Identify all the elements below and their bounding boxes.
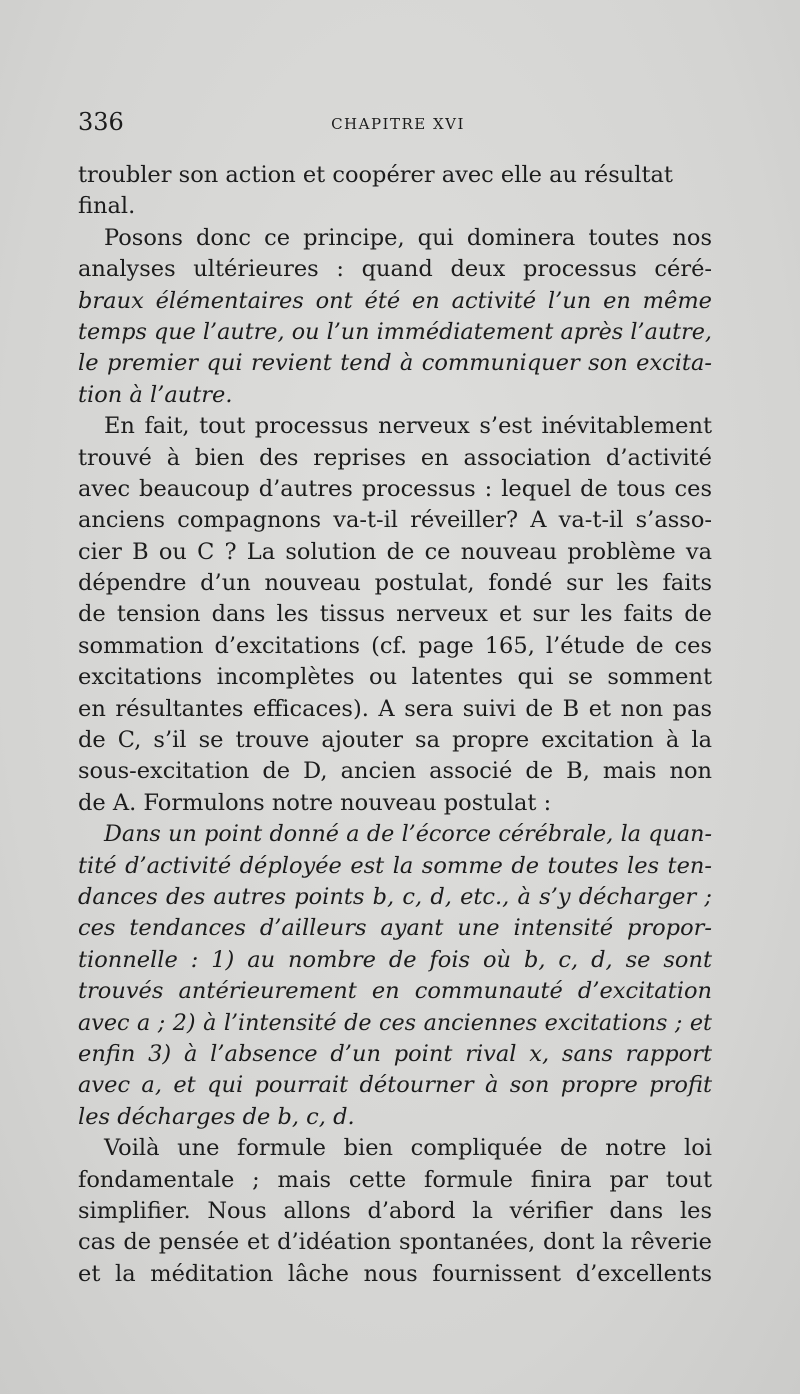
- italic-text-line: tion à l’autre.: [78, 381, 233, 408]
- text-line: analyses ultérieures : quand deux processus céré-: [78, 256, 712, 283]
- text-line: cas de pensée et d’idéation spontanées, dont la rêverie: [78, 1229, 712, 1256]
- text-line: final.: [78, 193, 136, 220]
- paragraph-first-line: Posons donc ce principe, qui dominera toutes nos: [104, 224, 712, 251]
- page-header: [78, 106, 718, 138]
- italic-text-line: le premier qui revient tend à communiquer son excita-: [78, 350, 712, 377]
- italic-text-line: braux élémentaires ont été en activité l’un en même: [78, 287, 712, 314]
- italic-text-line: les décharges de b, c, d.: [78, 1103, 355, 1130]
- italic-text-line: avec a, et qui pourrait détourner à son propre profit: [78, 1072, 712, 1099]
- text-line: de tension dans les tissus nerveux et sur les faits de: [78, 601, 712, 628]
- paragraph-first-line: En fait, tout processus nerveux s’est inévitablement: [104, 413, 712, 440]
- italic-text-line: tité d’activité déployée est la somme de toutes les ten-: [78, 852, 712, 879]
- text-line: sous-excitation de D, ancien associé de B, mais non: [78, 758, 712, 785]
- italic-text-line: ces tendances d’ailleurs ayant une intensité propor-: [78, 915, 712, 942]
- text-line: trouvé à bien des reprises en association d’activité: [78, 444, 712, 471]
- paragraph-first-line: Voilà une formule bien compliquée de notre loi: [104, 1135, 712, 1162]
- text-line: cier B ou C ? La solution de ce nouveau problème va: [78, 538, 712, 565]
- text-line: de C, s’il se trouve ajouter sa propre excitation à la: [78, 727, 712, 754]
- italic-text-line: trouvés antérieurement en communauté d’excitation: [78, 978, 712, 1005]
- text-line: dépendre d’un nouveau postulat, fondé sur les faits: [78, 570, 712, 597]
- text-line: sommation d’excitations (cf. page 165, l’étude de ces: [78, 632, 712, 659]
- text-line: avec beaucoup d’autres processus : lequel de tous ces: [78, 475, 712, 502]
- text-line: excitations incomplètes ou latentes qui se somment: [78, 664, 712, 691]
- italic-text-line: avec a ; 2) à l’intensité de ces anciennes excitations ; et: [78, 1009, 712, 1036]
- body-text: [78, 160, 712, 1290]
- text-line: troubler son action et coopérer avec elle au résultat: [78, 162, 673, 188]
- text-line: fondamentale ; mais cette formule finira par tout: [78, 1166, 712, 1193]
- text-line: anciens compagnons va-t-il réveiller? A va-t-il s’asso-: [78, 507, 712, 534]
- italic-text-line: tionnelle : 1) au nombre de fois où b, c, d, se sont: [78, 946, 712, 973]
- text-line: en résultantes efficaces). A sera suivi de B et non pas: [78, 695, 712, 722]
- text-line: simplifier. Nous allons d’abord la vérifier dans les: [78, 1197, 712, 1224]
- page-number: 336: [78, 108, 124, 136]
- italic-text-line: temps que l’autre, ou l’un immédiatement après l’autre,: [78, 318, 712, 345]
- italic-text-line: enfin 3) à l’absence d’un point rival x, sans rapport: [78, 1040, 712, 1067]
- italic-paragraph-first-line: Dans un point donné a de l’écorce cérébrale, la quan-: [104, 821, 712, 848]
- text-line: de A. Formulons notre nouveau postulat :: [78, 789, 552, 816]
- running-head: CHAPITRE XVI: [331, 115, 465, 133]
- text-line: et la méditation lâche nous fournissent d’excellents: [78, 1260, 712, 1287]
- italic-text-line: dances des autres points b, c, d, etc., à s’y décharger ;: [78, 883, 712, 910]
